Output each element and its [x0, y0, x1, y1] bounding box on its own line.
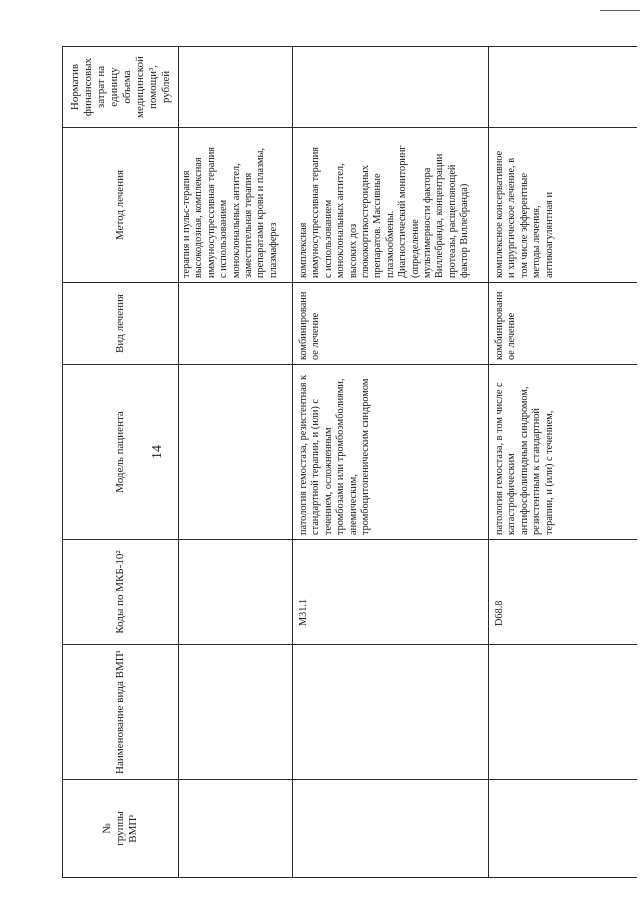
header-vmp-name-label: Наименование вида ВМП¹: [114, 650, 126, 774]
table-row: [179, 47, 293, 878]
cell-vmp-name: [293, 645, 489, 780]
header-treatment-type: [63, 283, 179, 365]
table-row: [489, 47, 638, 878]
cell-treatment-type: [179, 283, 293, 365]
patient-model-text: патология гемостаза, в том числе с катастрофическим антифосфолипидным синдромом, резистентным к стандартной терапии, и (или) с течением,: [494, 382, 555, 535]
cell-vmp-name: [489, 645, 638, 780]
header-treatment-method: [63, 128, 179, 283]
treatment-type-text: комбинированн ое лечение: [298, 291, 322, 360]
header-group-no: [63, 780, 179, 878]
header-icd-codes-label: Коды по МКБ-10²: [114, 550, 126, 634]
header-group-no-label: № группы ВМП¹: [101, 811, 139, 846]
vmp-table: [62, 46, 637, 878]
header-cost-standard-label: Норматив финансовых затрат на единицу объема медицинской помощи³, рублей: [68, 56, 172, 118]
cell-treatment-method: [179, 128, 293, 283]
icd-code-text: D68.8: [494, 600, 505, 626]
treatment-type-text: комбинированн ое лечение: [494, 291, 518, 360]
cell-group-no: [179, 780, 293, 878]
header-cost-standard: [63, 47, 179, 128]
patient-model-text: патология гемостаза, резистентная к стандартной терапии, и (или) с течением, осложненным тромбозами или тромбоэмболиями, анемическим, тромбоцитопеническим синдромом: [298, 374, 372, 535]
treatment-method-text: комплексная иммуносупрессивная терапия с использованием моноклональных антител, высоких доз глюкокортикостероидных препаратов. Массивные плазмообмены. Диагностический мониторинг (определение мультимерности фактора Виллебранда, концентрации протеазы, расщепляющей фактор Виллебранда): [298, 145, 471, 278]
cell-vmp-name: [179, 645, 293, 780]
cell-patient-model: [293, 365, 489, 540]
cell-treatment-method: [293, 128, 489, 283]
cell-cost-standard: [489, 47, 638, 128]
header-icd-codes: [63, 540, 179, 645]
treatment-method-text: комплексное консервативное и хирургическое лечение, в том числе эфферентные методы лечения, антикоагулянтная и: [494, 150, 555, 278]
cell-patient-model: [489, 365, 638, 540]
cell-cost-standard: [293, 47, 489, 128]
cell-cost-standard: [179, 47, 293, 128]
cell-icd-codes: [293, 540, 489, 645]
icd-code-text: M31.1: [298, 598, 309, 626]
table-row: [293, 47, 489, 878]
cell-group-no: [489, 780, 638, 878]
cell-patient-model: [179, 365, 293, 540]
header-treatment-method-label: Метод лечения: [114, 169, 126, 241]
page-number: 14: [150, 445, 165, 459]
header-patient-model-label: Модель пациента: [114, 411, 126, 493]
cell-treatment-method: [489, 128, 638, 283]
cell-treatment-type: [489, 283, 638, 365]
header-treatment-type-label: Вид лечения: [114, 294, 126, 353]
cell-treatment-type: [293, 283, 489, 365]
cell-icd-codes: [179, 540, 293, 645]
header-vmp-name: [63, 645, 179, 780]
cell-icd-codes: [489, 540, 638, 645]
cell-group-no: [293, 780, 489, 878]
treatment-method-text: терапия и пульс-терапия высокодозная, комплексная иммуносупрессивная терапия с использованием моноклональных антител, заместительная терапия препаратами крови и плазмы, плазмаферез: [181, 147, 279, 278]
